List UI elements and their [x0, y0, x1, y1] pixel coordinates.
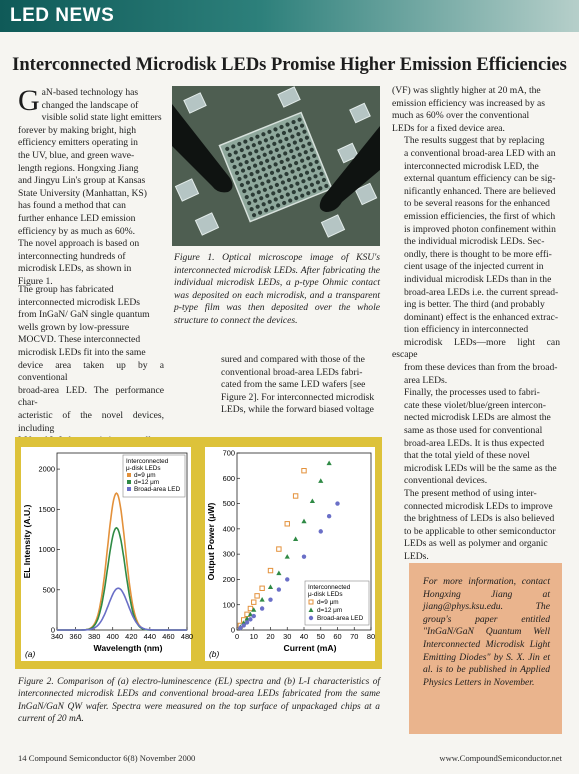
text-line: efficiency by as much as 60%. [18, 225, 136, 237]
text-line: efficiency emitters operating in [18, 137, 138, 149]
text-line: wells grown by low-pressure [18, 321, 130, 333]
text-line: same as those used for conventional [404, 425, 543, 437]
article-column-1 [18, 84, 164, 289]
y-tick-label: 100 [222, 600, 235, 610]
y-axis-label: EL Intensity (A.U.) [22, 504, 32, 579]
x-tick-label: 70 [350, 632, 359, 641]
text-line: from these devices than from the broad- [404, 362, 558, 374]
y-tick-label: 500 [222, 499, 235, 509]
data-point [268, 597, 272, 601]
el-spectra-plot [21, 447, 194, 661]
data-point [268, 584, 273, 589]
data-point [252, 600, 256, 604]
data-point [293, 494, 297, 498]
x-tick-label: 420 [125, 632, 138, 641]
text-line: Figure 2]. For interconnected microdisk [221, 391, 375, 403]
text-line: the individual microdisk LEDs. Sec- [404, 236, 545, 248]
text-line: The novel approach is based on [18, 238, 140, 250]
data-point [327, 461, 332, 466]
legend-title: μ-disk LEDs [126, 465, 161, 472]
text-line: microdisk LEDs, as shown in [18, 263, 132, 275]
text-line: The present method of using inter- [404, 488, 537, 499]
paragraph-forward-voltage [392, 85, 560, 135]
text-line: the brightness of LEDs is also believed [404, 513, 555, 525]
x-tick-label: 0 [234, 632, 240, 641]
x-tick-label: 460 [162, 632, 175, 641]
paragraph-results [392, 135, 560, 387]
section-title: LED NEWS [10, 5, 115, 26]
series-line [57, 493, 187, 630]
y-tick-label: 1000 [38, 545, 55, 555]
text-line: acteristic of the novel devices, including [18, 409, 164, 434]
text-line: Finally, the processes used to fabri- [404, 387, 540, 399]
data-point [335, 501, 339, 505]
microscope-image [172, 86, 380, 246]
data-point [255, 594, 259, 598]
text-line: cated from the same LED wafers [see [221, 379, 366, 391]
data-point [276, 571, 281, 576]
data-point [302, 554, 306, 558]
text-line: cient usage of the injected current in [404, 261, 544, 273]
x-axis-label: Wavelength (nm) [93, 643, 163, 653]
y-tick-label: 700 [222, 448, 235, 458]
text-line: has found a method that can [18, 200, 126, 212]
legend-entry: Broad-area LED [134, 486, 181, 493]
legend-title: Interconnected [308, 584, 351, 591]
text-line: interconnected microdisk LED, the [404, 160, 539, 172]
text-line: interconnected microdisk LEDs [18, 296, 141, 308]
text-line: cate these violet/blue/green intercon- [404, 399, 546, 411]
x-tick-label: 400 [106, 632, 119, 641]
legend-entry: d=12 μm [317, 607, 343, 614]
text-line: area LEDs. [404, 374, 448, 386]
text-line: emission efficiency was increased by as [392, 97, 546, 109]
text-line: external quantum efficiency can be sig- [404, 173, 556, 185]
legend-marker [309, 616, 313, 620]
legend-entry: d=9 μm [134, 472, 156, 479]
x-tick-label: 60 [333, 632, 342, 641]
article-column-3 [392, 85, 560, 564]
y-tick-label: 2000 [38, 464, 55, 474]
data-point [251, 607, 256, 612]
data-point [318, 478, 323, 483]
text-line: individual microdisk LEDs than in the [404, 273, 552, 285]
series-line [57, 588, 187, 630]
y-tick-label: 200 [222, 575, 235, 585]
text-line: Figure 1. [18, 275, 53, 287]
paragraph-applications [392, 488, 560, 564]
data-point [293, 536, 298, 541]
data-point [327, 514, 331, 518]
data-point [260, 597, 265, 602]
chart-li-characteristics [205, 447, 375, 661]
text-line: The results suggest that by replacing [404, 135, 545, 147]
x-tick-label: 440 [143, 632, 157, 641]
text-line: nificantly enhanced. There are believed [404, 185, 556, 197]
y-axis-label: Output Power (μW) [206, 502, 216, 581]
text-line: sured and compared with those of the [221, 354, 365, 365]
data-point [285, 577, 289, 581]
text-line: LEDs, while the forward biased voltage [221, 404, 374, 416]
legend-entry: d=9 μm [317, 599, 339, 606]
data-point [260, 586, 264, 590]
data-point [248, 606, 252, 610]
legend-title: Interconnected [126, 458, 169, 465]
legend-swatch [127, 487, 131, 491]
paragraph-comparison [221, 354, 381, 417]
x-tick-label: 360 [69, 632, 82, 641]
text-line: The group has fabricated [18, 284, 114, 295]
text-line: and Jingyu Lin's group at Kansas [18, 175, 146, 187]
text-line: emission efficiencies, the first of which [404, 210, 556, 222]
text-line: interconnecting hundreds of [18, 250, 126, 262]
legend-entry: d=12 μm [134, 479, 160, 486]
series-line [57, 528, 187, 630]
text-line: that the total yield of these novel [404, 450, 530, 462]
text-line: conventional broad-area LEDs fabri- [221, 366, 363, 378]
text-line: conventional devices. [404, 475, 488, 487]
text-line: broad-area LEDs i.e. the current spread- [404, 286, 559, 298]
text-line: LEDs. [404, 550, 429, 562]
text-line: aN-based technology has [41, 87, 139, 98]
text-line: the UV, blue, and green wave- [18, 149, 135, 161]
drop-cap: G [18, 84, 40, 117]
text-line: changed the landscape of [41, 99, 139, 111]
text-line: forever by making bright, high [18, 124, 137, 136]
figure-2-caption: Figure 2. Comparison of (a) electro-luminescence (EL) spectra and (b) L-I characteristics of interconnected microdisk LEDs and conventional broad-area LEDs fabricated from the same InGaN/GaN QW wafer. Spectra were measured on the top surface of unpackaged chips at a current of 20 mA. [18, 677, 380, 725]
x-tick-label: 30 [283, 632, 292, 641]
text-line: from InGaN/ GaN single quantum [18, 309, 150, 321]
y-tick-label: 0 [230, 625, 235, 635]
y-tick-label: 600 [222, 473, 235, 483]
section-banner [0, 0, 579, 32]
data-point [277, 547, 281, 551]
text-line: microdisk LEDs—more light can escape [392, 336, 560, 361]
paragraph-intro [18, 84, 164, 289]
text-line: LEDs as well as polymer and organic [404, 538, 548, 550]
data-point [248, 617, 252, 621]
y-tick-label: 500 [42, 585, 55, 595]
text-line: device area taken up by a conventional [18, 359, 164, 384]
y-tick-label: 300 [222, 549, 235, 559]
x-tick-label: 380 [87, 632, 101, 641]
data-point [260, 606, 264, 610]
figure-1-caption: Figure 1. Optical microscope image of KSU's interconnected microdisk LEDs. After fabricating the individual microdisk LEDs, a p-type Ohmic contact was deposited on each microdisk, and a transparent p-type film was then deposited over the whole structure to connect the devices. [174, 252, 380, 326]
data-point [268, 568, 272, 572]
footer-citation: 14 Compound Semiconductor 6(8) November 2000 [18, 753, 196, 763]
data-point [245, 620, 249, 624]
x-tick-label: 480 [180, 632, 194, 641]
text-line: State University (Manhattan, KS) [18, 187, 147, 199]
text-line: dominant) effect is the enhanced extrac- [404, 311, 559, 323]
legend-swatch [127, 480, 131, 484]
text-line: to be several reasons for the enhanced [404, 198, 550, 210]
x-tick-label: 10 [249, 632, 258, 641]
text-line: broad-area LED. The performance char- [18, 384, 164, 409]
data-point [302, 469, 306, 473]
panel-label: (a) [25, 649, 36, 659]
text-line: further enhance LED emission [18, 212, 136, 224]
text-line: visible solid state light emitters [41, 112, 162, 124]
legend-swatch [127, 473, 131, 477]
article-column-2 [221, 354, 381, 417]
paragraph-processes [392, 387, 560, 488]
x-tick-label: 50 [316, 632, 325, 641]
text-line: microdisk LEDs will be the same as the [404, 462, 557, 474]
chart-el-spectra [21, 447, 194, 661]
text-line: connected microdisk LEDs to improve [404, 500, 553, 512]
text-line: ing is better. The third (and probably [404, 299, 545, 311]
text-line: nected microdisk LEDs are almost the [404, 412, 551, 424]
contact-info-text: For more information, contact Hongxing Jiang at jiang@phys.ksu.edu. The group's paper entitled "InGaN/GaN Quantum Well Interconnected Microdisk Light Emitting Diodes" by S. X. Jin et al. is to be published in Applied Physics Letters in November. [423, 576, 550, 688]
data-point [319, 529, 323, 533]
x-tick-label: 40 [299, 632, 309, 641]
text-line: microdisk LEDs fit into the same [18, 346, 146, 358]
text-line: to be applicable to other semiconductor [404, 525, 556, 537]
text-line: a conventional broad-area LED with an [404, 147, 556, 159]
text-line: ondly, there is thought to be more effi- [404, 248, 552, 260]
data-point [310, 498, 315, 503]
data-point [285, 554, 290, 559]
panel-label: (b) [209, 649, 220, 659]
footer-website[interactable]: www.CompoundSemiconductor.net [439, 753, 562, 763]
x-tick-label: 20 [266, 632, 275, 641]
data-point [252, 614, 256, 618]
x-tick-label: 340 [50, 632, 64, 641]
data-point [301, 519, 306, 524]
text-line: much as 60% over the conventional [392, 110, 530, 122]
y-tick-label: 0 [50, 625, 55, 635]
microscope-image-drawing [172, 86, 380, 246]
x-axis-label: Current (mA) [283, 643, 337, 653]
text-line: tion efficiency in interconnected [404, 324, 529, 336]
legend-entry: Broad-area LED [317, 615, 364, 622]
text-line: (VF) was slightly higher at 20 mA, the [392, 85, 541, 96]
x-tick-label: 80 [366, 632, 376, 641]
text-line: MOCVD. These interconnected [18, 334, 141, 346]
text-line: is improved photon confinement within [404, 223, 556, 235]
legend-title: μ-disk LEDs [308, 591, 343, 598]
contact-info-box [409, 563, 562, 734]
text-line: length regions. Hongxing Jiang [18, 162, 139, 174]
y-tick-label: 400 [222, 524, 235, 534]
y-tick-label: 1500 [38, 504, 55, 514]
data-point [285, 522, 289, 526]
li-plot [205, 447, 375, 661]
article-headline: Interconnected Microdisk LEDs Promise Higher Emission Efficiencies [12, 55, 567, 75]
data-point [242, 623, 246, 627]
text-line: broad-area LEDs. It is thus expected [404, 437, 545, 449]
text-line: LEDs for a fixed device area. [392, 122, 505, 134]
data-point [277, 587, 281, 591]
